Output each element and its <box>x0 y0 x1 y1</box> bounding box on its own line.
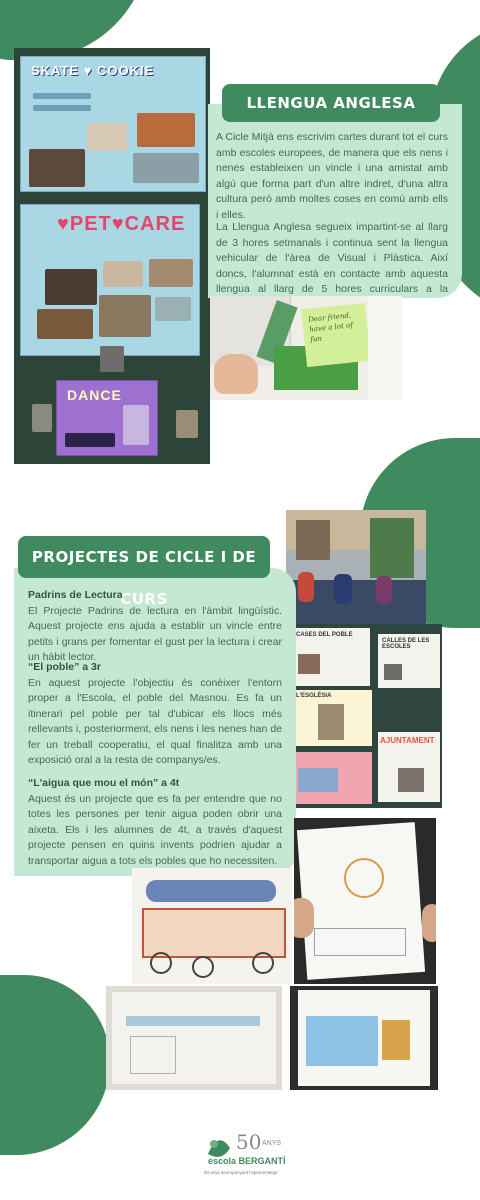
project-aigua-body: Aquest és un projecte que es fa per entendre que no totes les persones per tenir aigua poden obrir una aixeta. Els i les alumnes de 4t, a través d'aquest projecte pensen en quins invents podrien ajudar a transportar aigua a tots els pobles que ho necessiten. <box>28 792 282 867</box>
logo-anys: ANYS <box>262 1140 282 1147</box>
project-el-poble-title: “El poble” a 3r <box>28 661 101 673</box>
project-aigua <box>28 776 282 869</box>
poster-pet-care <box>20 204 200 356</box>
note-card: Dear friend, have a lot of fun <box>301 303 371 367</box>
project-el-poble-body: En aquest projecte l'objectiu és conèixer l'entorn proper a l'Escola, el poble del Masnou. Es fa un itinerari pel poble per tal d'ubicar els llocs més rellevants i, posteriorment, els nens i les nenes han de fer un treball cooperatiu, el qual finalitza amb una exposició oral a la resta de companys/es. <box>28 676 282 766</box>
drawing-pipes-photo <box>106 986 282 1090</box>
escola-berganti-logo <box>200 1128 290 1180</box>
drawing-water-photo <box>290 986 438 1090</box>
logo-tagline: 50 anys acompanyant l'aprenentatge <box>204 1170 278 1175</box>
letter-writing-photo <box>210 296 402 400</box>
paragraph-english-hours: La Llengua Anglesa segueix impartint-se al llarg de 3 hores setmanals i continua sent la llengua vehicular de l'àrea de Visual i Plàstica. Així doncs, l'alumnat està en contacte amb aquesta llengua al llarg de 5 hores curriculars a la <box>216 221 448 295</box>
project-padrins-body: El Projecte Padrins de lectura en l'àmbit lingüístic. Aquest projecte ens ajuda a establir un vincle entre petits i grans per fomentar el gust per la lectura i crear un hàbit lector. <box>28 604 282 663</box>
heading-llengua-anglesa: LLENGUA ANGLESA <box>222 84 440 122</box>
poster-skate-cookie <box>20 56 206 192</box>
logo-school-name: escola BERGANTÍ <box>208 1156 286 1166</box>
bulletin-board-photo <box>14 48 210 464</box>
decorative-blob-bottom-left <box>0 975 110 1155</box>
project-el-poble <box>28 660 282 769</box>
heading-projectes: PROJECTES DE CICLE I DE CURS <box>18 536 270 578</box>
school-building-photo <box>286 510 426 624</box>
photo-dog <box>29 149 85 187</box>
logo-number: 50 <box>236 1130 262 1154</box>
photo-cat-book <box>45 269 97 305</box>
photo-cat <box>99 295 151 337</box>
poster-dance-title: DANCE <box>67 387 122 403</box>
poster-dance <box>56 380 158 456</box>
paragraph-letters: A Cicle Mitjà ens escrivim cartes durant tot el curs amb escoles europees, de manera que els nens i nenes estableixen un vincle i una amistat amb algú que forma part d'un altre indret, d'una altra cultura però amb moltes coses en comú amb ells i elles. <box>216 131 448 221</box>
poster-skate-title: SKATE ♥ COOKIE <box>31 63 155 78</box>
project-padrins-title: Padrins de Lectura <box>28 589 123 601</box>
drawing-vehicle-photo <box>132 868 292 984</box>
poster-pet-title: ♥PET♥CARE <box>57 213 186 235</box>
el-poble-posters-photo: CASES DEL POBLE CALLES DE LES ESCOLES L'ESGLÉSIA AJUNTAMENT <box>286 624 442 808</box>
project-padrins <box>28 588 282 666</box>
drawing-sun-photo <box>294 818 436 984</box>
photo-cookies <box>137 113 195 147</box>
project-aigua-title: “L'aigua que mou el món” a 4t <box>28 777 180 789</box>
